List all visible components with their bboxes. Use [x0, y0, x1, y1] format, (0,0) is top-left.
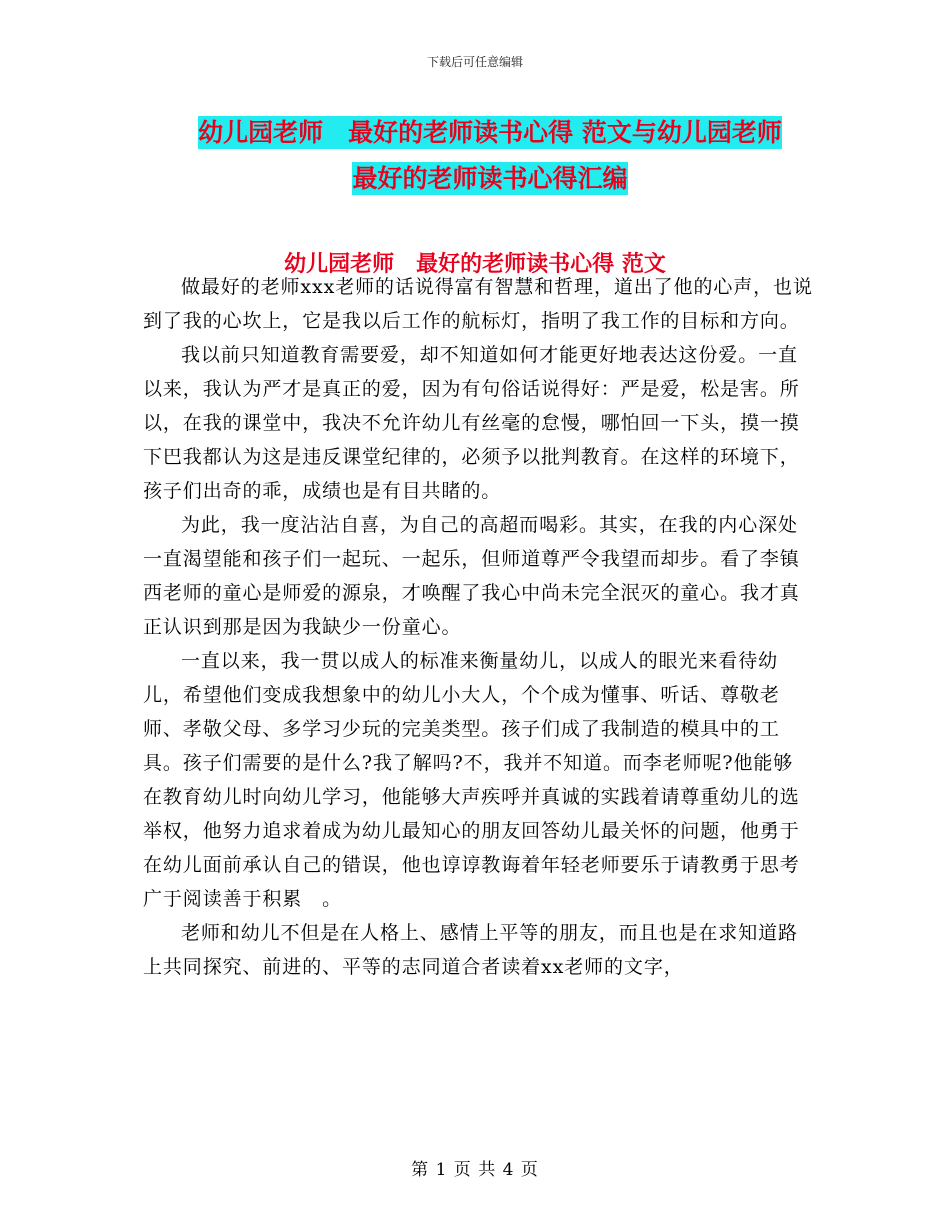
- body-text: [143, 270, 813, 984]
- document-title-line-1: 幼儿园老师 最好的老师读书心得 范文与幼儿园老师: [198, 118, 782, 147]
- header-note: 下载后可任意编辑: [426, 55, 523, 69]
- paragraph-4: 一直以来，我一贯以成人的标准来衡量幼儿，以成人的眼光来看待幼儿，希望他们变成我想象中的幼儿小大人，个个成为懂事、听话、尊敬老师、孝敬父母、多学习少玩的完美类型。孩子们成了我制造的模具中的工具。孩子们需要的是什么?我了解吗?不，我并不知道。而李老师呢?他能够在教育幼儿时向幼儿学习，他能够大声疾呼并真诚的实践着请尊重幼儿的选举权，他努力追求着成为幼儿最知心的朋友回答幼儿最关怀的问题，他勇于在幼儿面前承认自己的错误，他也谆谆教诲着年轻老师要乐于请教勇于思考广于阅读善于积累 。: [143, 650, 800, 910]
- paragraph-1: 做最好的老师xxx老师的话说得富有智慧和哲理，道出了他的心声，也说到了我的心坎上，它是我以后工作的航标灯，指明了我工作的目标和方向。: [143, 276, 813, 332]
- paragraph-5: 老师和幼儿不但是在人格上、感情上平等的朋友，而且也是在求知道路上共同探究、前进的、平等的志同道合者读着xx老师的文字，: [143, 922, 798, 978]
- section-title: 幼儿园老师 最好的老师读书心得 范文: [284, 252, 666, 277]
- paragraph-3: 为此，我一度沾沾自喜，为自己的高超而喝彩。其实，在我的内心深处一直渴望能和孩子们一起玩、一起乐，但师道尊严令我望而却步。看了李镇西老师的童心是师爱的源泉，才唤醒了我心中尚未完全泯灭的童心。我才真正认识到那是因为我缺少一份童心。: [143, 514, 800, 638]
- page-footer: 第 1 页 共 4 页: [411, 1160, 539, 1180]
- document-title: [140, 110, 840, 202]
- paragraph-2: 我以前只知道教育需要爱，却不知道如何才能更好地表达这份爱。一直以来，我认为严才是真正的爱，因为有句俗话说得好：严是爱，松是害。所以，在我的课堂中，我决不允许幼儿有丝毫的怠慢，哪怕回一下头，摸一摸下巴我都认为这是违反课堂纪律的，必须予以批判教育。在这样的环境下，孩子们出奇的乖，成绩也是有目共睹的。: [143, 344, 800, 502]
- document-title-line-2: 最好的老师读书心得汇编: [352, 164, 628, 193]
